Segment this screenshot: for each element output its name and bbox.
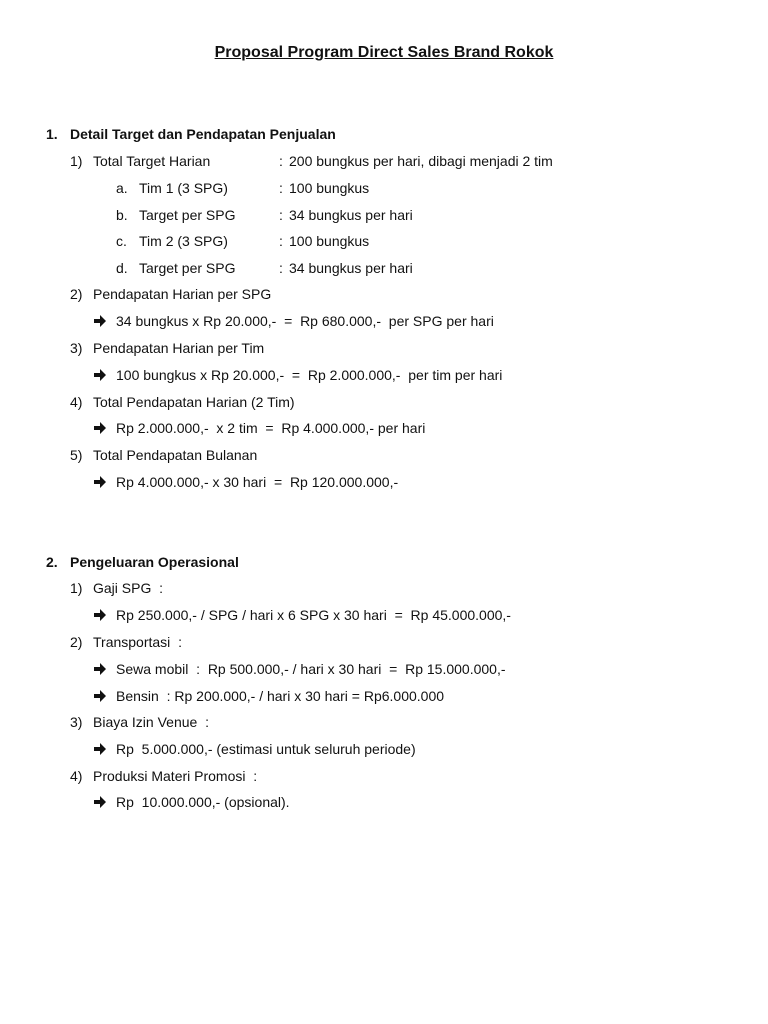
calculation-line: Bensin : Rp 200.000,- / hari x 30 hari = Rp6.000.000 — [116, 688, 445, 704]
document-title: Proposal Program Direct Sales Brand Rokok — [214, 44, 554, 61]
calculation-line: Rp 5.000.000,- (estimasi untuk seluruh periode) — [116, 741, 416, 757]
subitem-colon: : — [279, 180, 283, 196]
right-arrow-icon — [93, 473, 107, 491]
subitem-value: 100 bungkus — [289, 180, 370, 196]
subitem-label: Target per SPG — [139, 207, 236, 223]
section-1-heading: Detail Target dan Pendapatan Penjualan — [70, 126, 336, 142]
subitem-letter: b. — [116, 207, 128, 223]
item-number: 3) — [70, 714, 83, 730]
subitem-label: Target per SPG — [139, 260, 236, 276]
item-label: Pendapatan Harian per Tim — [93, 340, 265, 356]
right-arrow-icon — [93, 312, 107, 330]
item-number: 1) — [70, 580, 83, 596]
item-label: Total Pendapatan Bulanan — [93, 447, 258, 463]
right-arrow-icon — [93, 687, 107, 705]
item-number: 4) — [70, 768, 83, 784]
right-arrow-icon — [93, 793, 107, 811]
subitem-colon: : — [279, 233, 283, 249]
item-label: Gaji SPG : — [93, 580, 164, 596]
subitem-label: Tim 1 (3 SPG) — [139, 180, 228, 196]
right-arrow-icon — [93, 419, 107, 437]
right-arrow-icon — [93, 740, 107, 758]
subitem-value: 100 bungkus — [289, 233, 370, 249]
right-arrow-icon — [93, 606, 107, 624]
item-value: 200 bungkus per hari, dibagi menjadi 2 tim — [289, 153, 553, 169]
item-label: Total Pendapatan Harian (2 Tim) — [93, 394, 295, 410]
calculation-line: 34 bungkus x Rp 20.000,- = Rp 680.000,- per SPG per hari — [116, 313, 494, 329]
calculation-line: Rp 4.000.000,- x 30 hari = Rp 120.000.000,- — [116, 474, 399, 490]
item-label: Total Target Harian — [93, 153, 211, 169]
subitem-colon: : — [279, 260, 283, 276]
calculation-line: Rp 10.000.000,- (opsional). — [116, 794, 290, 810]
subitem-letter: a. — [116, 180, 128, 196]
item-number: 5) — [70, 447, 83, 463]
section-1-number: 1. — [46, 126, 58, 142]
section-2-number: 2. — [46, 554, 58, 570]
item-number: 2) — [70, 286, 83, 302]
right-arrow-icon — [93, 366, 107, 384]
item-colon: : — [279, 153, 283, 169]
item-label: Biaya Izin Venue : — [93, 714, 209, 730]
subitem-value: 34 bungkus per hari — [289, 260, 413, 276]
item-number: 2) — [70, 634, 83, 650]
item-label: Produksi Materi Promosi : — [93, 768, 258, 784]
right-arrow-icon — [93, 660, 107, 678]
section-2-heading: Pengeluaran Operasional — [70, 554, 239, 570]
calculation-line: 100 bungkus x Rp 20.000,- = Rp 2.000.000,- per tim per hari — [116, 367, 503, 383]
item-number: 3) — [70, 340, 83, 356]
item-number: 4) — [70, 394, 83, 410]
item-label: Transportasi : — [93, 634, 182, 650]
calculation-line: Rp 250.000,- / SPG / hari x 6 SPG x 30 hari = Rp 45.000.000,- — [116, 607, 511, 623]
item-number: 1) — [70, 153, 83, 169]
subitem-label: Tim 2 (3 SPG) — [139, 233, 228, 249]
item-label: Pendapatan Harian per SPG — [93, 286, 272, 302]
subitem-value: 34 bungkus per hari — [289, 207, 413, 223]
subitem-colon: : — [279, 207, 283, 223]
subitem-letter: c. — [116, 233, 127, 249]
calculation-line: Rp 2.000.000,- x 2 tim = Rp 4.000.000,- per hari — [116, 420, 426, 436]
subitem-letter: d. — [116, 260, 128, 276]
calculation-line: Sewa mobil : Rp 500.000,- / hari x 30 hari = Rp 15.000.000,- — [116, 661, 506, 677]
